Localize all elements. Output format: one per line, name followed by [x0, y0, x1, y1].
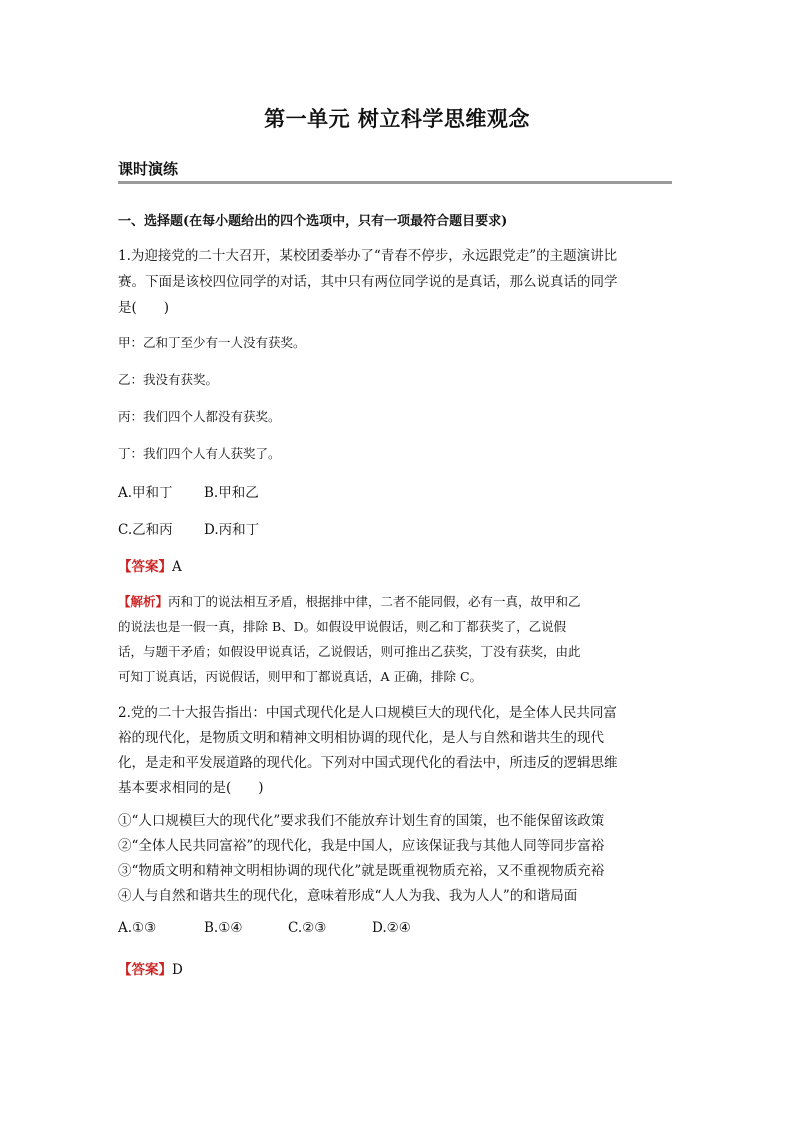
- q1-statement: 丁：我们四个人有人获奖了。: [118, 446, 281, 461]
- q2-option-a: A.①③: [118, 920, 157, 936]
- q1-analysis-line: 话，与题干矛盾；如假设甲说真话，乙说假话，则可推出乙获奖，丁没有获奖，由此: [118, 644, 581, 659]
- q1-statement: 丙：我们四个人都没有获奖。: [118, 409, 281, 424]
- answer-tag: 【答案】: [118, 559, 172, 575]
- q1-option-c: C.乙和丙: [118, 522, 173, 538]
- q2-stem-line: 基本要求相同的是( ): [118, 780, 264, 796]
- q1-analysis-line: [118, 592, 581, 610]
- q1-options-row: [118, 481, 259, 501]
- q1-answer: [118, 555, 182, 575]
- q2-option-b: B.①④: [204, 920, 243, 936]
- q1-stem-line: 是( ): [118, 300, 170, 316]
- q2-item: ①“人口规模巨大的现代化”要求我们不能放弃计划生育的国策，也不能保留该政策: [118, 813, 605, 829]
- q2-item: ③“物质文明和精神文明相协调的现代化”就是既重视物质充裕，又不重视物质充裕: [118, 863, 605, 879]
- answer-value: A: [172, 559, 182, 575]
- q2-answer: [118, 958, 183, 978]
- q1-statement: 甲：乙和丁至少有一人没有获奖。: [118, 335, 306, 350]
- answer-tag: 【答案】: [118, 962, 172, 978]
- page-title: 第一单元 树立科学思维观念: [264, 107, 530, 131]
- analysis-text: 丙和丁的说法相互矛盾，根据排中律，二者不能同假，必有一真，故甲和乙: [168, 594, 581, 609]
- section-heading: 课时演练: [118, 160, 179, 178]
- q2-stem-line: 2.党的二十大报告指出：中国式现代化是人口规模巨大的现代化，是全体人民共同富: [118, 705, 617, 721]
- q2-option-d: D.②④: [372, 920, 411, 936]
- q2-item: ④人与自然和谐共生的现代化，意味着形成“人人为我、我为人人”的和谐局面: [118, 888, 578, 904]
- q1-option-a: A.甲和丁: [118, 485, 173, 501]
- q1-statement: 乙：我没有获奖。: [118, 372, 219, 387]
- q1-options-row: [118, 518, 259, 538]
- q2-item: ②“全体人民共同富裕”的现代化，我是中国人，应该保证我与其他人同等同步富裕: [118, 838, 605, 854]
- q1-option-d: D.丙和丁: [204, 522, 260, 538]
- q2-options-row: [118, 920, 411, 936]
- q1-stem-line: 1.为迎接党的二十大召开，某校团委举办了“青春不停步，永远跟党走”的主题演讲比: [118, 248, 618, 264]
- q2-stem-line: 化，是走和平发展道路的现代化。下列对中国式现代化的看法中，所违反的逻辑思维: [118, 755, 618, 771]
- q1-stem-line: 赛。下面是该校四位同学的对话，其中只有两位同学说的是真话，那么说真话的同学: [118, 274, 618, 290]
- q1-analysis-line: 可知丁说真话，丙说假话，则甲和丁都说真话，A 正确，排除 C。: [118, 669, 483, 684]
- analysis-tag: 【解析】: [118, 594, 169, 609]
- q2-stem-line: 裕的现代化，是物质文明和精神文明相协调的现代化，是人与自然和谐共生的现代: [118, 730, 604, 746]
- answer-value: D: [172, 962, 183, 978]
- q1-option-b: B.甲和乙: [204, 485, 259, 501]
- q2-option-c: C.②③: [288, 920, 327, 936]
- section-divider: [118, 181, 672, 184]
- q1-analysis-line: 的说法也是一假一真，排除 B、D。如假设甲说假话，则乙和丁都获奖了，乙说假: [118, 619, 567, 634]
- part-heading: 一、选择题(在每小题给出的四个选项中，只有一项最符合题目要求): [118, 214, 508, 229]
